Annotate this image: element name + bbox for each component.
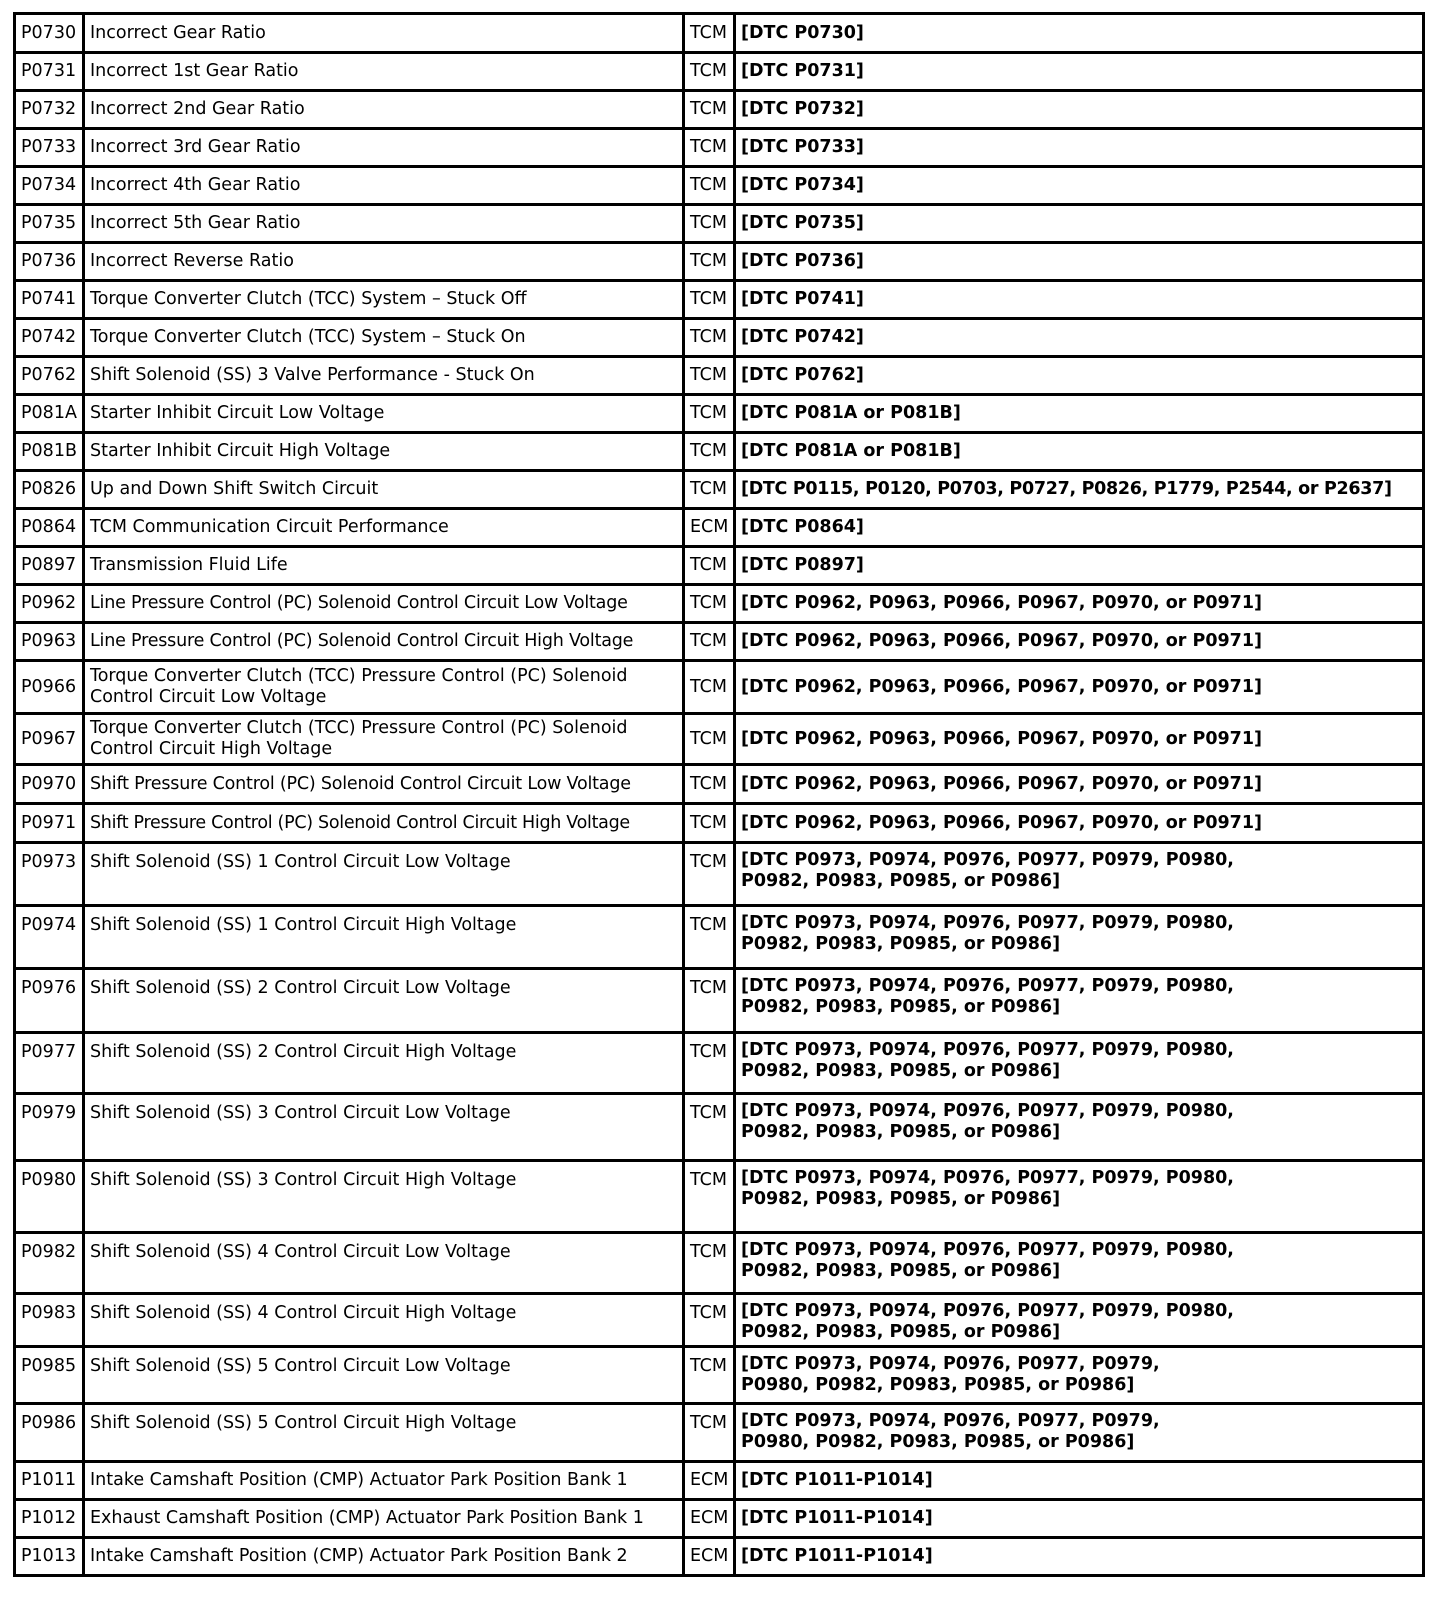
dtc-reference-cell: [DTC P0973, P0974, P0976, P0977, P0979, P0980, P0982, P0983, P0985, or P0986]	[735, 906, 1424, 969]
table-row	[15, 509, 1424, 547]
dtc-code-cell: P0976	[15, 969, 84, 1033]
dtc-code-cell: P0762	[15, 357, 84, 395]
table-row	[15, 1294, 1424, 1347]
dtc-reference-cell: [DTC P0732]	[735, 91, 1424, 129]
dtc-code-cell: P0731	[15, 53, 84, 91]
dtc-code-cell: P1012	[15, 1500, 84, 1538]
dtc-description-cell: Transmission Fluid Life	[84, 547, 684, 585]
table-row	[15, 969, 1424, 1033]
dtc-description-cell: TCM Communication Circuit Performance	[84, 509, 684, 547]
dtc-reference-cell: [DTC P0742]	[735, 319, 1424, 357]
dtc-code-cell: P0980	[15, 1161, 84, 1233]
dtc-code-cell: P0736	[15, 243, 84, 281]
dtc-code-cell: P0970	[15, 765, 84, 804]
table-row	[15, 1538, 1424, 1576]
dtc-description-cell: Up and Down Shift Switch Circuit	[84, 471, 684, 509]
table-row	[15, 661, 1424, 714]
table-row	[15, 765, 1424, 804]
dtc-code-cell: P0864	[15, 509, 84, 547]
table-row	[15, 205, 1424, 243]
table-row	[15, 281, 1424, 319]
table-row	[15, 319, 1424, 357]
dtc-description-cell: Shift Solenoid (SS) 5 Control Circuit Low Voltage	[84, 1347, 684, 1404]
table-row	[15, 53, 1424, 91]
dtc-code-cell: P0979	[15, 1094, 84, 1161]
table-row	[15, 243, 1424, 281]
table-row	[15, 14, 1424, 53]
dtc-code-cell: P0977	[15, 1033, 84, 1094]
dtc-description-cell: Incorrect 2nd Gear Ratio	[84, 91, 684, 129]
dtc-reference-cell: [DTC P1011-P1014]	[735, 1500, 1424, 1538]
dtc-description-cell: Torque Converter Clutch (TCC) System – Stuck On	[84, 319, 684, 357]
dtc-reference-cell: [DTC P0735]	[735, 205, 1424, 243]
dtc-description-cell: Incorrect Reverse Ratio	[84, 243, 684, 281]
dtc-reference-cell: [DTC P0115, P0120, P0703, P0727, P0826, P1779, P2544, or P2637]	[735, 471, 1424, 509]
dtc-description-cell: Exhaust Camshaft Position (CMP) Actuator Park Position Bank 1	[84, 1500, 684, 1538]
dtc-description-cell: Intake Camshaft Position (CMP) Actuator Park Position Bank 2	[84, 1538, 684, 1576]
module-cell: TCM	[684, 91, 735, 129]
dtc-code-cell: P081B	[15, 433, 84, 471]
dtc-description-cell: Shift Pressure Control (PC) Solenoid Control Circuit Low Voltage	[84, 765, 684, 804]
table-row	[15, 585, 1424, 623]
module-cell: TCM	[684, 661, 735, 714]
dtc-reference-cell: [DTC P0973, P0974, P0976, P0977, P0979, P0980, P0982, P0983, P0985, or P0986]	[735, 1294, 1424, 1347]
table-row	[15, 1233, 1424, 1294]
dtc-description-cell: Starter Inhibit Circuit Low Voltage	[84, 395, 684, 433]
module-cell: TCM	[684, 395, 735, 433]
module-cell: TCM	[684, 1033, 735, 1094]
dtc-code-cell: P0966	[15, 661, 84, 714]
dtc-code-cell: P0826	[15, 471, 84, 509]
dtc-code-cell: P0967	[15, 714, 84, 765]
dtc-description-cell: Starter Inhibit Circuit High Voltage	[84, 433, 684, 471]
module-cell: TCM	[684, 714, 735, 765]
dtc-description-cell: Incorrect Gear Ratio	[84, 14, 684, 53]
table-row	[15, 1033, 1424, 1094]
module-cell: TCM	[684, 433, 735, 471]
dtc-description-cell: Line Pressure Control (PC) Solenoid Control Circuit Low Voltage	[84, 585, 684, 623]
dtc-reference-cell: [DTC P0973, P0974, P0976, P0977, P0979, P0980, P0982, P0983, P0985, or P0986]	[735, 1347, 1424, 1404]
table-row	[15, 1161, 1424, 1233]
dtc-description-cell: Incorrect 1st Gear Ratio	[84, 53, 684, 91]
dtc-code-cell: P0971	[15, 804, 84, 843]
dtc-description-cell: Shift Solenoid (SS) 3 Control Circuit Low Voltage	[84, 1094, 684, 1161]
dtc-code-cell: P0897	[15, 547, 84, 585]
table-row	[15, 395, 1424, 433]
dtc-code-cell: P1011	[15, 1462, 84, 1500]
dtc-code-cell: P0734	[15, 167, 84, 205]
dtc-reference-cell: [DTC P0973, P0974, P0976, P0977, P0979, P0980, P0982, P0983, P0985, or P0986]	[735, 1033, 1424, 1094]
table-row	[15, 1347, 1424, 1404]
module-cell: TCM	[684, 623, 735, 661]
table-row	[15, 714, 1424, 765]
module-cell: TCM	[684, 585, 735, 623]
dtc-reference-cell: [DTC P0762]	[735, 357, 1424, 395]
module-cell: TCM	[684, 906, 735, 969]
module-cell: TCM	[684, 205, 735, 243]
module-cell: TCM	[684, 969, 735, 1033]
dtc-reference-cell: [DTC P0962, P0963, P0966, P0967, P0970, or P0971]	[735, 804, 1424, 843]
dtc-reference-cell: [DTC P081A or P081B]	[735, 395, 1424, 433]
module-cell: TCM	[684, 319, 735, 357]
dtc-code-cell: P0963	[15, 623, 84, 661]
module-cell: ECM	[684, 509, 735, 547]
dtc-description-cell: Incorrect 3rd Gear Ratio	[84, 129, 684, 167]
dtc-description-cell: Shift Solenoid (SS) 5 Control Circuit High Voltage	[84, 1404, 684, 1462]
module-cell: TCM	[684, 357, 735, 395]
dtc-code-cell: P0986	[15, 1404, 84, 1462]
dtc-code-cell: P1013	[15, 1538, 84, 1576]
dtc-reference-cell: [DTC P0962, P0963, P0966, P0967, P0970, or P0971]	[735, 765, 1424, 804]
module-cell: TCM	[684, 471, 735, 509]
table-row	[15, 623, 1424, 661]
table-row	[15, 804, 1424, 843]
module-cell: TCM	[684, 843, 735, 906]
dtc-table-body	[15, 14, 1424, 1576]
table-row	[15, 471, 1424, 509]
dtc-reference-cell: [DTC P0973, P0974, P0976, P0977, P0979, P0980, P0982, P0983, P0985, or P0986]	[735, 843, 1424, 906]
table-row	[15, 1404, 1424, 1462]
dtc-code-cell: P0742	[15, 319, 84, 357]
dtc-code-cell: P0962	[15, 585, 84, 623]
module-cell: TCM	[684, 1161, 735, 1233]
dtc-reference-cell: [DTC P0733]	[735, 129, 1424, 167]
module-cell: ECM	[684, 1538, 735, 1576]
dtc-description-cell: Shift Solenoid (SS) 1 Control Circuit Low Voltage	[84, 843, 684, 906]
dtc-reference-cell: [DTC P0973, P0974, P0976, P0977, P0979, P0980, P0982, P0983, P0985, or P0986]	[735, 1404, 1424, 1462]
dtc-code-cell: P0733	[15, 129, 84, 167]
dtc-code-cell: P0973	[15, 843, 84, 906]
module-cell: TCM	[684, 547, 735, 585]
module-cell: TCM	[684, 281, 735, 319]
table-row	[15, 167, 1424, 205]
dtc-description-cell: Shift Solenoid (SS) 1 Control Circuit High Voltage	[84, 906, 684, 969]
table-row	[15, 433, 1424, 471]
table-row	[15, 1462, 1424, 1500]
dtc-description-cell: Torque Converter Clutch (TCC) System – Stuck Off	[84, 281, 684, 319]
table-row	[15, 1094, 1424, 1161]
table-row	[15, 1500, 1424, 1538]
dtc-description-cell: Shift Solenoid (SS) 2 Control Circuit High Voltage	[84, 1033, 684, 1094]
table-row	[15, 91, 1424, 129]
table-row	[15, 906, 1424, 969]
dtc-table	[13, 12, 1425, 1577]
dtc-code-cell: P0741	[15, 281, 84, 319]
dtc-description-cell: Shift Solenoid (SS) 3 Control Circuit High Voltage	[84, 1161, 684, 1233]
dtc-reference-cell: [DTC P0973, P0974, P0976, P0977, P0979, P0980, P0982, P0983, P0985, or P0986]	[735, 1233, 1424, 1294]
table-row	[15, 357, 1424, 395]
dtc-description-cell: Shift Solenoid (SS) 4 Control Circuit Low Voltage	[84, 1233, 684, 1294]
dtc-code-cell: P0982	[15, 1233, 84, 1294]
module-cell: ECM	[684, 1462, 735, 1500]
dtc-code-cell: P0735	[15, 205, 84, 243]
module-cell: TCM	[684, 765, 735, 804]
table-row	[15, 129, 1424, 167]
dtc-description-cell: Torque Converter Clutch (TCC) Pressure Control (PC) Solenoid Control Circuit Low Voltage	[84, 661, 684, 714]
dtc-description-cell: Line Pressure Control (PC) Solenoid Control Circuit High Voltage	[84, 623, 684, 661]
dtc-code-cell: P0974	[15, 906, 84, 969]
table-row	[15, 547, 1424, 585]
dtc-description-cell: Shift Solenoid (SS) 3 Valve Performance - Stuck On	[84, 357, 684, 395]
module-cell: TCM	[684, 1404, 735, 1462]
dtc-code-cell: P0732	[15, 91, 84, 129]
dtc-description-cell: Incorrect 5th Gear Ratio	[84, 205, 684, 243]
dtc-reference-cell: [DTC P0736]	[735, 243, 1424, 281]
table-row	[15, 843, 1424, 906]
dtc-reference-cell: [DTC P0973, P0974, P0976, P0977, P0979, P0980, P0982, P0983, P0985, or P0986]	[735, 969, 1424, 1033]
dtc-reference-cell: [DTC P0962, P0963, P0966, P0967, P0970, or P0971]	[735, 585, 1424, 623]
dtc-code-cell: P081A	[15, 395, 84, 433]
dtc-reference-cell: [DTC P081A or P081B]	[735, 433, 1424, 471]
dtc-description-cell: Shift Solenoid (SS) 2 Control Circuit Low Voltage	[84, 969, 684, 1033]
module-cell: TCM	[684, 1294, 735, 1347]
dtc-reference-cell: [DTC P0730]	[735, 14, 1424, 53]
dtc-table-sheet	[13, 12, 1425, 1577]
module-cell: TCM	[684, 167, 735, 205]
dtc-description-cell: Intake Camshaft Position (CMP) Actuator Park Position Bank 1	[84, 1462, 684, 1500]
module-cell: TCM	[684, 1094, 735, 1161]
dtc-code-cell: P0730	[15, 14, 84, 53]
module-cell: TCM	[684, 53, 735, 91]
module-cell: TCM	[684, 804, 735, 843]
dtc-reference-cell: [DTC P0897]	[735, 547, 1424, 585]
dtc-reference-cell: [DTC P0734]	[735, 167, 1424, 205]
dtc-reference-cell: [DTC P0731]	[735, 53, 1424, 91]
dtc-description-cell: Torque Converter Clutch (TCC) Pressure Control (PC) Solenoid Control Circuit High Voltage	[84, 714, 684, 765]
dtc-description-cell: Shift Solenoid (SS) 4 Control Circuit High Voltage	[84, 1294, 684, 1347]
dtc-reference-cell: [DTC P0864]	[735, 509, 1424, 547]
dtc-description-cell: Incorrect 4th Gear Ratio	[84, 167, 684, 205]
dtc-reference-cell: [DTC P0962, P0963, P0966, P0967, P0970, or P0971]	[735, 661, 1424, 714]
module-cell: TCM	[684, 1233, 735, 1294]
module-cell: TCM	[684, 129, 735, 167]
dtc-reference-cell: [DTC P0741]	[735, 281, 1424, 319]
module-cell: TCM	[684, 14, 735, 53]
dtc-reference-cell: [DTC P0962, P0963, P0966, P0967, P0970, or P0971]	[735, 714, 1424, 765]
dtc-code-cell: P0983	[15, 1294, 84, 1347]
dtc-reference-cell: [DTC P1011-P1014]	[735, 1462, 1424, 1500]
module-cell: TCM	[684, 243, 735, 281]
dtc-reference-cell: [DTC P0962, P0963, P0966, P0967, P0970, or P0971]	[735, 623, 1424, 661]
dtc-code-cell: P0985	[15, 1347, 84, 1404]
dtc-reference-cell: [DTC P0973, P0974, P0976, P0977, P0979, P0980, P0982, P0983, P0985, or P0986]	[735, 1161, 1424, 1233]
module-cell: TCM	[684, 1347, 735, 1404]
dtc-reference-cell: [DTC P1011-P1014]	[735, 1538, 1424, 1576]
dtc-description-cell: Shift Pressure Control (PC) Solenoid Control Circuit High Voltage	[84, 804, 684, 843]
dtc-reference-cell: [DTC P0973, P0974, P0976, P0977, P0979, P0980, P0982, P0983, P0985, or P0986]	[735, 1094, 1424, 1161]
module-cell: ECM	[684, 1500, 735, 1538]
